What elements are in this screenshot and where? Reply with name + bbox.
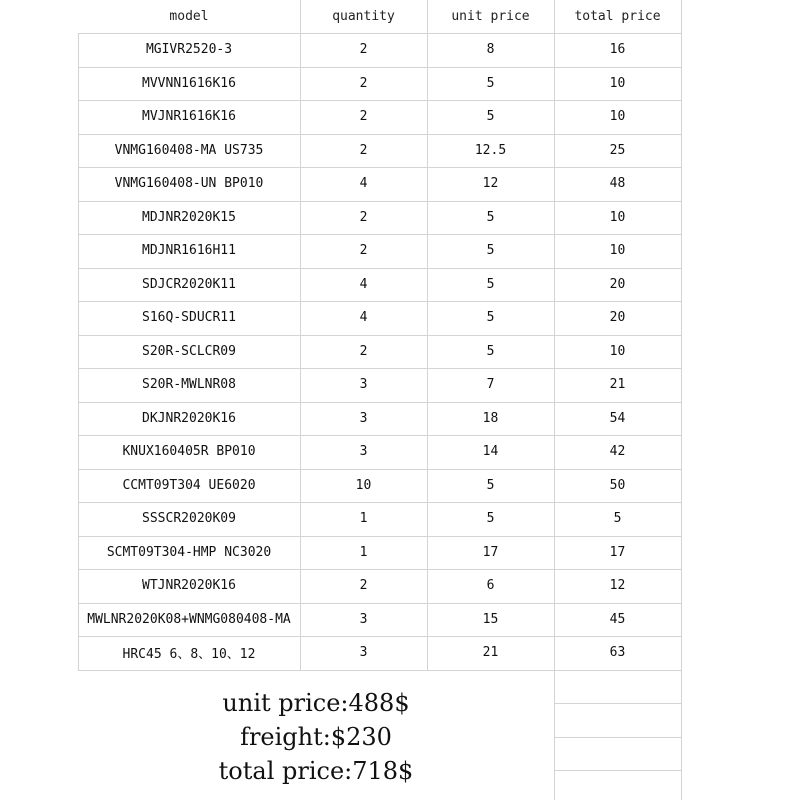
row-gridline: [78, 569, 681, 570]
row-gridline: [78, 201, 681, 202]
table-cell: VNMG160408-UN BP010: [114, 176, 264, 192]
table-cell: 2: [359, 243, 368, 259]
table-cell: 54: [609, 410, 626, 426]
row-gridline: [554, 737, 681, 738]
table-cell: 63: [609, 645, 626, 661]
table-cell: MGIVR2520-3: [145, 42, 233, 58]
table-cell: MDJNR1616H11: [142, 243, 236, 259]
table-cell: 5: [486, 276, 495, 292]
column-gridline: [78, 33, 79, 670]
table-cell: 2: [359, 578, 368, 594]
table-cell: 5: [486, 243, 495, 259]
table-cell: 4: [359, 310, 368, 326]
row-gridline: [78, 636, 681, 637]
table-cell: SDJCR2020K11: [142, 276, 236, 292]
table-cell: 12.5: [474, 142, 507, 158]
table-cell: 5: [486, 511, 495, 527]
table-cell: HRC45 6、8、10、12: [122, 647, 256, 663]
row-gridline: [554, 703, 681, 704]
table-cell: 5: [486, 209, 495, 225]
table-cell: 3: [359, 410, 368, 426]
row-gridline: [78, 301, 681, 302]
table-cell: MWLNR2020K08+WNMG080408-MA: [87, 611, 291, 627]
column-header: model: [169, 9, 209, 24]
column-header: total price: [574, 9, 661, 24]
column-header: unit price: [451, 9, 530, 24]
table-cell: 5: [486, 477, 495, 493]
table-cell: 1: [359, 544, 368, 560]
row-gridline: [78, 603, 681, 604]
table-cell: 5: [486, 109, 495, 125]
column-gridline: [554, 0, 555, 670]
table-cell: 10: [609, 109, 626, 125]
table-cell: DKJNR2020K16: [142, 410, 236, 426]
table-cell: 20: [609, 310, 626, 326]
table-cell: 1: [359, 511, 368, 527]
table-cell: S16Q-SDUCR11: [142, 310, 236, 326]
row-gridline: [78, 469, 681, 470]
row-gridline: [78, 100, 681, 101]
table-cell: 25: [609, 142, 626, 158]
table-cell: S20R-SCLCR09: [142, 343, 236, 359]
table-cell: 2: [359, 209, 368, 225]
row-gridline: [78, 670, 681, 671]
column-gridline: [300, 0, 301, 670]
table-cell: KNUX160405R BP010: [122, 444, 256, 460]
table-cell: 15: [482, 611, 499, 627]
column-gridline: [554, 670, 555, 800]
summary-freight: freight:$230: [240, 723, 392, 751]
table-cell: 48: [609, 176, 626, 192]
table-cell: 5: [486, 343, 495, 359]
column-header: quantity: [332, 9, 395, 24]
table-cell: MDJNR2020K15: [142, 209, 236, 225]
table-cell: 8: [486, 42, 495, 58]
table-cell: 10: [609, 209, 626, 225]
table-cell: 12: [609, 578, 626, 594]
summary-unit-price: unit price:488$: [222, 689, 410, 717]
table-cell: SCMT09T304-HMP NC3020: [106, 544, 272, 560]
table-cell: 17: [482, 544, 499, 560]
table-cell: SSSCR2020K09: [142, 511, 236, 527]
table-cell: 3: [359, 645, 368, 661]
table-cell: CCMT09T304 UE6020: [122, 477, 256, 493]
table-cell: 4: [359, 176, 368, 192]
table-cell: 20: [609, 276, 626, 292]
row-gridline: [78, 502, 681, 503]
table-cell: MVVNN1616K16: [142, 75, 236, 91]
table-cell: VNMG160408-MA US735: [114, 142, 264, 158]
table-cell: MVJNR1616K16: [142, 109, 236, 125]
table-cell: S20R-MWLNR08: [142, 377, 236, 393]
summary-total-price: total price:718$: [218, 757, 414, 785]
table-cell: 10: [355, 477, 372, 493]
table-cell: 10: [609, 243, 626, 259]
table-cell: WTJNR2020K16: [142, 578, 236, 594]
table-cell: 5: [486, 310, 495, 326]
table-cell: 2: [359, 109, 368, 125]
row-gridline: [78, 234, 681, 235]
table-cell: 16: [609, 42, 626, 58]
column-gridline: [427, 0, 428, 670]
row-gridline: [78, 67, 681, 68]
row-gridline: [554, 770, 681, 771]
row-gridline: [78, 33, 681, 34]
row-gridline: [78, 134, 681, 135]
table-cell: 42: [609, 444, 626, 460]
table-cell: 2: [359, 142, 368, 158]
table-cell: 5: [486, 75, 495, 91]
row-gridline: [78, 268, 681, 269]
table-cell: 3: [359, 611, 368, 627]
table-cell: 21: [482, 645, 499, 661]
table-cell: 14: [482, 444, 499, 460]
row-gridline: [78, 335, 681, 336]
row-gridline: [78, 435, 681, 436]
table-cell: 45: [609, 611, 626, 627]
table-cell: 4: [359, 276, 368, 292]
column-gridline: [681, 0, 682, 800]
row-gridline: [78, 536, 681, 537]
row-gridline: [78, 368, 681, 369]
table-cell: 3: [359, 377, 368, 393]
table-cell: 50: [609, 477, 626, 493]
price-summary: [78, 686, 554, 788]
table-cell: 10: [609, 343, 626, 359]
table-cell: 6: [486, 578, 495, 594]
table-cell: 18: [482, 410, 499, 426]
table-cell: 10: [609, 75, 626, 91]
table-cell: 7: [486, 377, 495, 393]
table-cell: 21: [609, 377, 626, 393]
table-cell: 12: [482, 176, 499, 192]
table-cell: 5: [613, 511, 622, 527]
row-gridline: [78, 402, 681, 403]
table-cell: 2: [359, 343, 368, 359]
table-cell: 17: [609, 544, 626, 560]
table-cell: 2: [359, 75, 368, 91]
table-cell: 2: [359, 42, 368, 58]
table-cell: 3: [359, 444, 368, 460]
row-gridline: [78, 167, 681, 168]
